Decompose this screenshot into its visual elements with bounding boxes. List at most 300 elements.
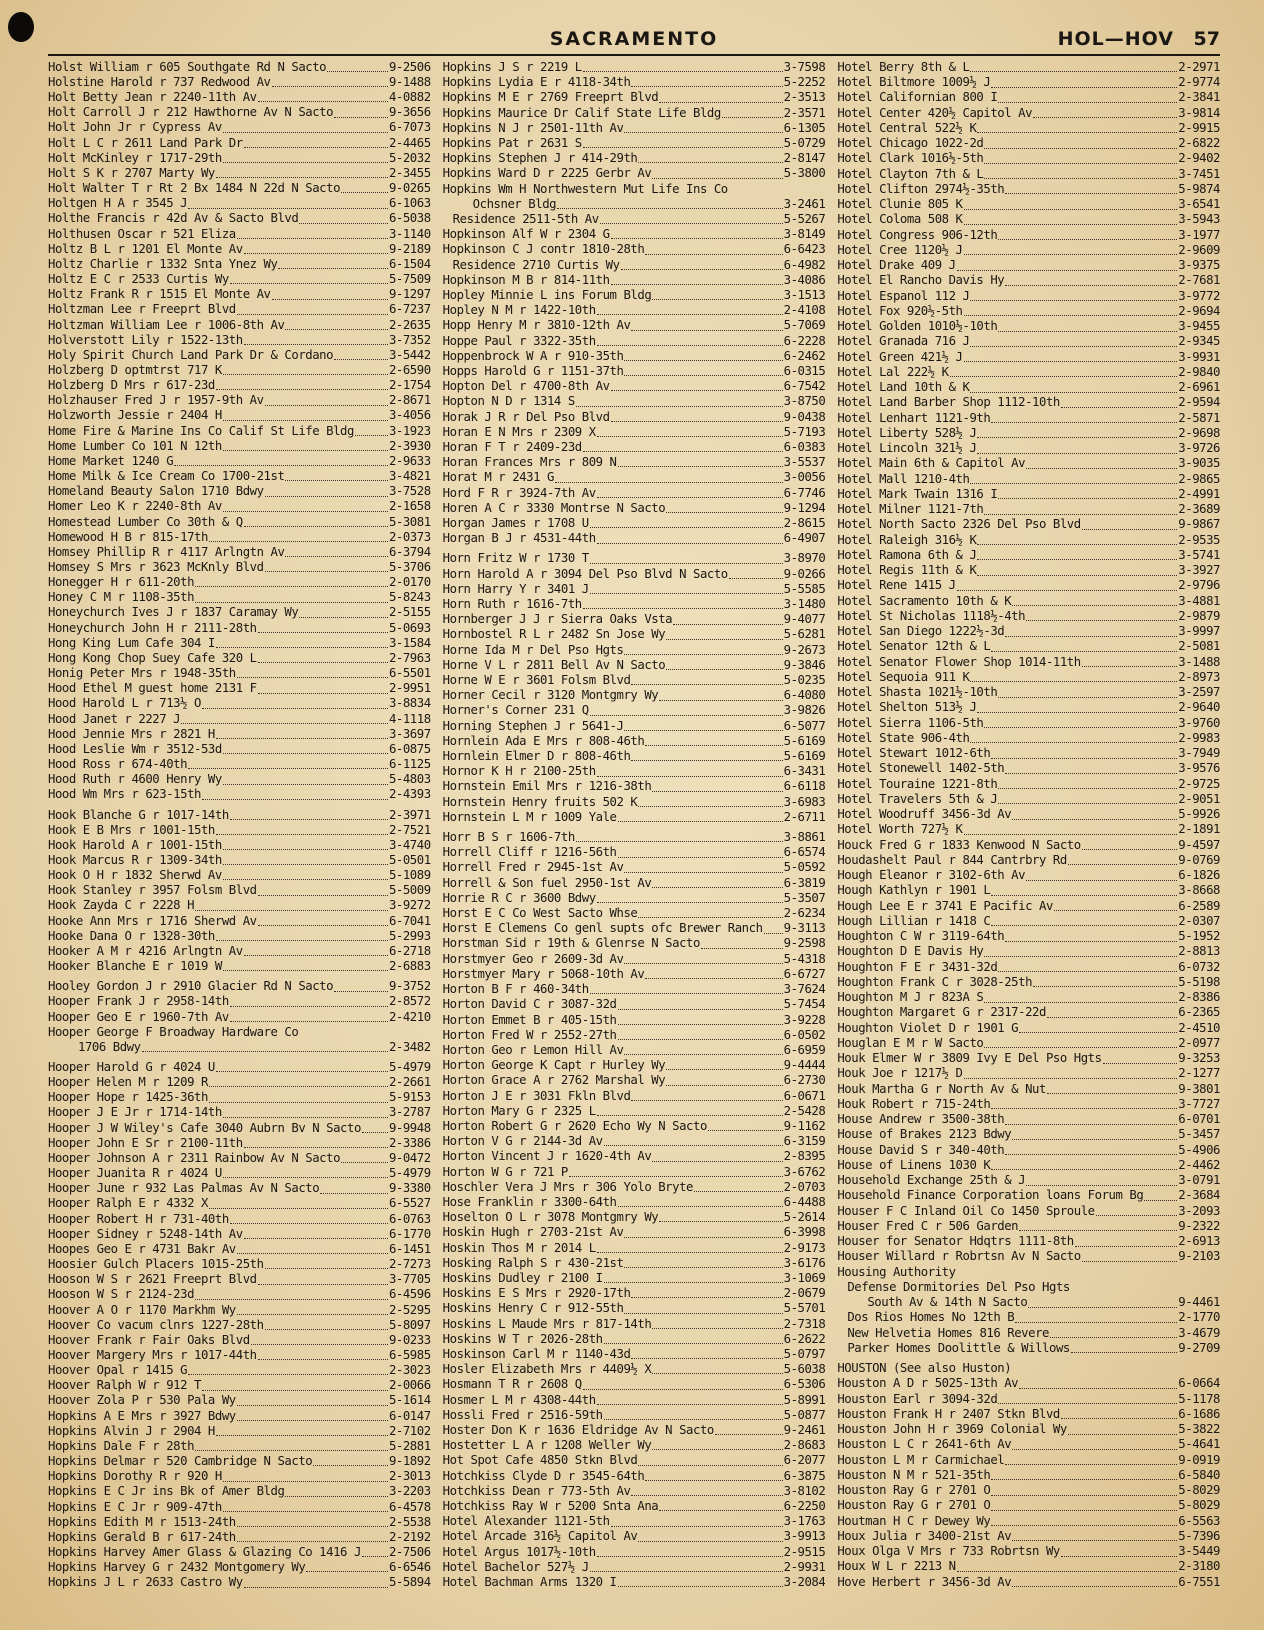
dot-leader xyxy=(555,482,783,483)
directory-entry xyxy=(48,1227,431,1242)
entry-name: Hotel Lal 222½ K xyxy=(837,365,949,379)
directory-entry xyxy=(837,289,1220,304)
phone-number: 2-0066 xyxy=(388,1378,431,1393)
dot-leader xyxy=(202,1390,388,1391)
dot-leader xyxy=(1144,1200,1177,1201)
dot-leader xyxy=(188,1374,388,1375)
dot-leader xyxy=(624,730,782,731)
directory-entry xyxy=(837,746,1220,761)
entry-name: Hooke Dana O r 1328-30th xyxy=(48,928,215,943)
dot-leader xyxy=(666,1085,782,1086)
dot-leader xyxy=(970,392,1177,393)
phone-number: 2-3684 xyxy=(1178,1188,1221,1203)
directory-entry xyxy=(443,75,826,90)
phone-number: 9-0438 xyxy=(783,409,826,424)
dot-leader xyxy=(991,1525,1177,1526)
directory-entry xyxy=(48,409,431,424)
dot-leader xyxy=(334,359,388,360)
dot-leader xyxy=(1082,1261,1178,1262)
entry-name: South Av & 14th N Sacto xyxy=(867,1295,1028,1310)
directory-entry xyxy=(837,1265,1220,1280)
dot-leader xyxy=(652,1449,782,1450)
entry-name: Hotel Stewart 1012-6th xyxy=(837,746,991,761)
entry-name: Hotel North Sacto 2326 Del Pso Blvd xyxy=(837,517,1081,532)
dot-leader xyxy=(278,268,387,269)
entry-name: Horton Grace A r 2762 Marshal Wy xyxy=(442,1073,666,1088)
directory-entry xyxy=(48,90,431,105)
directory-entry xyxy=(48,1394,431,1409)
entry-name: Horrell Cliff r 1216-56th xyxy=(442,845,617,860)
entry-name: Hosmer L M r 4308-44th xyxy=(442,1392,596,1407)
directory-entry xyxy=(837,1234,1220,1249)
directory-entry xyxy=(48,1166,431,1181)
directory-entry xyxy=(443,1453,826,1468)
dot-leader xyxy=(1005,636,1177,637)
entry-name: Houghton D E Davis Hy xyxy=(837,944,984,959)
dot-leader xyxy=(638,917,782,918)
directory-entry xyxy=(837,823,1220,838)
dot-leader xyxy=(223,970,388,971)
directory-entry xyxy=(443,719,826,734)
dot-leader xyxy=(258,693,388,694)
directory-entry xyxy=(837,1514,1220,1529)
phone-number: 2-8386 xyxy=(1178,990,1221,1005)
directory-entry xyxy=(837,975,1220,990)
directory-entry xyxy=(48,1075,431,1090)
phone-number: 6-7551 xyxy=(1178,1574,1221,1589)
phone-number: 6-0383 xyxy=(783,440,826,454)
phone-number: 6-6118 xyxy=(783,779,826,794)
phone-number: 5-6169 xyxy=(783,749,826,764)
dot-leader xyxy=(174,465,388,466)
dot-leader xyxy=(320,1193,388,1194)
dot-leader xyxy=(1071,1352,1177,1353)
phone-number: 3-6983 xyxy=(783,794,826,809)
dot-leader xyxy=(230,1006,388,1007)
entry-name: Houghton Frank C r 3028-25th xyxy=(837,975,1033,989)
dot-leader xyxy=(237,1420,388,1421)
dot-leader xyxy=(618,1586,783,1587)
entry-name: Hopkins Ward D r 2225 Gerbr Av xyxy=(442,166,652,181)
phone-number: 3-6176 xyxy=(783,1255,826,1270)
phone-number: 2-3571 xyxy=(783,105,826,120)
phone-number: 6-0732 xyxy=(1178,959,1221,974)
dot-leader xyxy=(1019,1388,1177,1389)
entry-name: 1706 Bdwy xyxy=(78,1040,141,1054)
directory-entry xyxy=(837,380,1220,395)
phone-number: 6-4907 xyxy=(783,531,826,546)
phone-number: 6-7041 xyxy=(388,913,431,928)
phone-number: 2-5428 xyxy=(783,1103,826,1118)
dot-leader xyxy=(998,102,1177,103)
directory-entry xyxy=(443,795,826,810)
directory-entry xyxy=(837,213,1220,228)
entry-name: Holt Betty Jean r 2240-11th Av xyxy=(48,90,257,105)
entry-name: Houston Frank H r 2407 Stkn Blvd xyxy=(837,1407,1060,1421)
entry-name: Hornstein Emil Mrs r 1216-38th xyxy=(442,779,652,794)
dot-leader xyxy=(998,498,1177,499)
directory-entry xyxy=(837,197,1220,212)
dot-leader xyxy=(272,299,388,300)
entry-name: Holtz Frank R r 1515 El Monte Av xyxy=(48,287,271,302)
dot-leader xyxy=(1033,986,1177,987)
dot-leader xyxy=(1082,849,1178,850)
phone-number: 2-0703 xyxy=(783,1179,826,1194)
directory-entry xyxy=(443,1408,826,1423)
phone-number: 9-3253 xyxy=(1178,1051,1221,1066)
phone-number: 2-6590 xyxy=(388,363,431,377)
entry-name: Homeland Beauty Salon 1710 Bdwy xyxy=(48,484,264,499)
phone-number: 5-6038 xyxy=(783,1362,826,1377)
phone-number: 2-6913 xyxy=(1178,1234,1221,1249)
dot-leader xyxy=(618,466,783,467)
dot-leader xyxy=(957,270,1178,271)
dot-leader xyxy=(362,1556,388,1557)
directory-entry xyxy=(837,990,1220,1005)
dot-leader xyxy=(299,617,388,618)
page-number: 57 xyxy=(1193,28,1220,50)
directory-entry xyxy=(443,334,826,349)
dot-leader xyxy=(258,662,388,663)
dot-leader xyxy=(327,71,388,72)
entry-name: Hood Wm Mrs r 623-15th xyxy=(48,787,201,802)
entry-name: Horgan James r 1708 U xyxy=(442,516,589,530)
phone-number: 2-9983 xyxy=(1178,731,1221,745)
entry-name: Hough Lee E r 3741 E Pacific Av xyxy=(837,898,1053,913)
phone-number: 3-5442 xyxy=(388,347,431,362)
entry-name: Horning Stephen J r 5641-J xyxy=(442,718,624,733)
phone-number: 2-8671 xyxy=(388,393,431,408)
phone-number: 6-7746 xyxy=(783,485,826,500)
entry-name: Houck Fred G r 1833 Kenwood N Sacto xyxy=(837,837,1081,852)
phone-number: 2-0679 xyxy=(783,1286,826,1301)
directory-entry xyxy=(48,1090,431,1105)
dot-leader xyxy=(142,1051,388,1052)
phone-number: 5-0235 xyxy=(783,673,826,688)
dot-leader xyxy=(583,608,783,609)
directory-entry xyxy=(48,853,431,868)
phone-number: 2-1277 xyxy=(1178,1066,1221,1081)
entry-name: Hotel Clunie 805 K xyxy=(837,197,963,212)
phone-number: 6-4488 xyxy=(783,1195,826,1209)
entry-name: Hopkins Gerald B r 617-24th xyxy=(48,1530,236,1544)
entry-name: Horne W E r 3601 Folsm Blvd xyxy=(442,673,631,688)
dot-leader xyxy=(597,1556,783,1557)
dot-leader xyxy=(1061,1556,1177,1557)
directory-entry xyxy=(48,348,431,363)
entry-name: Hotel Granada 716 J xyxy=(837,334,970,349)
directory-entry xyxy=(443,1530,826,1545)
dot-leader xyxy=(604,1282,783,1283)
phone-number: 2-9345 xyxy=(1178,334,1221,349)
entry-name: Houglan E M r W Sacto xyxy=(837,1036,984,1050)
entry-name: Hotel Land Barber Shop 1112-10th xyxy=(837,395,1060,410)
directory-entry xyxy=(837,777,1220,792)
entry-name: Hooson W S r 2621 Freeprt Blvd xyxy=(48,1272,257,1287)
directory-entry xyxy=(48,1424,431,1439)
dot-leader xyxy=(583,1389,783,1390)
directory-entry xyxy=(837,182,1220,197)
phone-number: 2-4462 xyxy=(1178,1158,1221,1172)
dot-leader xyxy=(597,1115,783,1116)
entry-name: Hough Kathlyn r 1901 L xyxy=(837,883,991,898)
dot-leader xyxy=(998,697,1177,698)
phone-number: 6-0315 xyxy=(783,364,826,378)
entry-name: Holtz E C r 2533 Curtis Wy xyxy=(48,272,229,287)
phone-number: 6-2730 xyxy=(783,1073,826,1088)
directory-entry xyxy=(48,212,431,227)
entry-name: Hotel Mall 1210-4th xyxy=(837,471,970,486)
phone-number: 6-2462 xyxy=(783,348,826,363)
directory-entry xyxy=(48,823,431,838)
entry-name: Hotel Sequoia 911 K xyxy=(837,670,970,684)
phone-number: 5-3507 xyxy=(783,890,826,905)
dot-leader xyxy=(237,314,388,315)
dot-leader xyxy=(1015,1322,1177,1323)
dot-leader xyxy=(583,147,783,148)
entry-name: Hotel Ramona 6th & J xyxy=(837,548,977,562)
phone-number: 3-1480 xyxy=(783,597,826,612)
dot-leader xyxy=(597,497,783,498)
dot-leader xyxy=(590,993,783,994)
dot-leader xyxy=(604,1145,783,1146)
directory-entry xyxy=(837,1499,1220,1514)
directory-entry xyxy=(48,1272,431,1287)
dot-leader xyxy=(195,1299,388,1300)
directory-entry xyxy=(48,500,431,515)
phone-number: 2-3023 xyxy=(388,1363,431,1378)
dot-leader xyxy=(1005,941,1177,942)
dot-leader xyxy=(195,602,388,603)
dot-leader xyxy=(652,1373,782,1374)
directory-entry xyxy=(837,457,1220,472)
directory-entry xyxy=(443,288,826,303)
entry-name: Hopley N M r 1422-10th xyxy=(442,303,596,318)
directory-entry xyxy=(837,1036,1220,1051)
entry-name: Houser F C Inland Oil Co 1450 Sproule xyxy=(837,1203,1095,1218)
entry-name: Hopkins E C Jr r 909-47th xyxy=(48,1499,222,1514)
directory-entry xyxy=(48,303,431,318)
directory-entry xyxy=(443,410,826,425)
phone-number: 6-0763 xyxy=(388,1211,431,1226)
dot-leader xyxy=(673,624,782,625)
dot-leader xyxy=(624,1313,782,1314)
dot-leader xyxy=(244,955,388,956)
directory-entry xyxy=(443,567,826,582)
directory-entry xyxy=(443,1165,826,1180)
dot-leader xyxy=(216,1435,388,1436)
dot-leader xyxy=(557,208,782,209)
directory-entry xyxy=(837,426,1220,441)
phone-number: 2-9402 xyxy=(1178,151,1221,166)
phone-number: 6-3819 xyxy=(783,875,826,890)
phone-number: 5-3706 xyxy=(388,560,431,575)
entry-name: Hood Jennie Mrs r 2821 H xyxy=(48,726,215,741)
dot-leader xyxy=(659,1510,782,1511)
phone-number: 5-3081 xyxy=(388,514,431,529)
entry-name: Hooson W S r 2124-23d xyxy=(48,1287,195,1302)
entry-name: Houston Ray G r 2701 O xyxy=(837,1498,991,1513)
phone-number: 5-1952 xyxy=(1178,929,1221,944)
dot-leader xyxy=(195,910,388,911)
dot-leader xyxy=(244,1147,388,1148)
phone-number: 2-7273 xyxy=(388,1257,431,1272)
entry-name: Hopkins N J r 2501-11th Av xyxy=(442,120,624,135)
phone-number: 3-2461 xyxy=(783,196,826,211)
entry-name: Horn Ruth r 1616-7th xyxy=(442,597,582,612)
entry-name: House David S r 340-40th xyxy=(837,1142,1005,1157)
dot-leader xyxy=(244,147,388,148)
dot-leader xyxy=(251,1344,388,1345)
directory-entry xyxy=(48,333,431,348)
entry-name: Hotel Raleigh 316½ K xyxy=(837,532,977,547)
entry-name: Hornlein Ada E Mrs r 808-46th xyxy=(442,733,645,748)
dot-leader xyxy=(621,269,783,270)
entry-name: Hopkins M E r 2769 Freeprt Blvd xyxy=(442,90,659,105)
directory-entry xyxy=(837,548,1220,563)
entry-name: Hotel Californian 800 I xyxy=(837,90,998,105)
entry-name: Hotel Travelers 5th & J xyxy=(837,792,998,806)
directory-entry xyxy=(837,518,1220,533)
entry-name: Hotel Biltmore 1009½ J xyxy=(837,75,991,90)
directory-entry xyxy=(443,906,826,921)
phone-number: 6-0147 xyxy=(388,1408,431,1423)
entry-name: Hoskins E S Mrs r 2920-17th xyxy=(442,1286,631,1301)
phone-number: 5-5198 xyxy=(1178,975,1221,989)
phone-number: 3-4086 xyxy=(783,272,826,287)
entry-name: Hopkins Maurice Dr Calif State Life Bldg xyxy=(442,105,721,120)
entry-name: Hoover Zola P r 530 Pala Wy xyxy=(48,1393,236,1408)
entry-name: Hoover Frank r Fair Oaks Blvd xyxy=(48,1332,250,1347)
directory-entry xyxy=(443,704,826,719)
dot-leader xyxy=(984,178,1177,179)
phone-number: 5-5894 xyxy=(388,1575,431,1590)
directory-entry xyxy=(48,318,431,333)
directory-entry xyxy=(837,1219,1220,1234)
phone-number: 2-7521 xyxy=(388,822,431,837)
phone-number: 3-1763 xyxy=(783,1514,826,1529)
dot-leader xyxy=(722,117,783,118)
phone-number: 6-7542 xyxy=(783,379,826,394)
entry-name: Hopton N D r 1314 S xyxy=(442,394,575,409)
dot-leader xyxy=(715,1434,783,1435)
dot-leader xyxy=(991,651,1177,652)
entry-name: Holtz Charlie r 1332 Snta Ynez Wy xyxy=(48,257,278,271)
phone-number: 6-3998 xyxy=(783,1225,826,1240)
entry-name: Horn Fritz W r 1730 T xyxy=(442,551,589,566)
entry-name: Hooper Helen M r 1209 R xyxy=(48,1075,208,1090)
entry-name: Holtzman William Lee r 1006-8th Av xyxy=(48,317,285,332)
directory-entry xyxy=(48,712,431,727)
directory-entry xyxy=(443,1028,826,1043)
dot-leader xyxy=(1005,1154,1177,1155)
phone-number: 3-7624 xyxy=(783,982,826,997)
phone-number: 5-7396 xyxy=(1178,1529,1221,1543)
directory-entry xyxy=(48,136,431,151)
dot-leader xyxy=(631,330,782,331)
phone-number: 6-6423 xyxy=(783,242,826,257)
phone-number: 5-0592 xyxy=(783,860,826,875)
dot-leader xyxy=(652,887,782,888)
dot-leader xyxy=(334,117,388,118)
phone-number: 3-3697 xyxy=(388,726,431,741)
entry-name: Homsey S Mrs r 3623 McKnly Blvd xyxy=(48,560,264,575)
phone-number: 5-2614 xyxy=(783,1210,826,1225)
dot-leader xyxy=(1019,1230,1177,1231)
phone-number: 2-3930 xyxy=(388,438,431,453)
header-name-range: HOL—HOV xyxy=(1057,28,1174,50)
phone-number: 5-4979 xyxy=(388,1166,431,1181)
dot-leader xyxy=(209,541,388,542)
directory-entry xyxy=(443,394,826,409)
directory-entry xyxy=(837,350,1220,365)
entry-name: Hossli Fred r 2516-59th xyxy=(442,1407,603,1422)
entry-name: Hoppe Paul r 3322-35th xyxy=(442,333,596,348)
directory-entry xyxy=(48,560,431,575)
entry-name: Holt John Jr r Cypress Av xyxy=(48,120,222,135)
directory-entry xyxy=(48,75,431,90)
directory-entry xyxy=(837,1529,1220,1544)
directory-entry xyxy=(443,1514,826,1529)
dot-leader xyxy=(964,224,1178,225)
entry-name: Houk Robert r 715-24th xyxy=(837,1097,991,1111)
directory-entry xyxy=(443,658,826,673)
dot-leader xyxy=(195,1450,388,1451)
dot-leader xyxy=(618,857,783,858)
entry-name: Hoselton O L r 3078 Montgmry Wy xyxy=(442,1210,659,1225)
directory-entry xyxy=(48,105,431,120)
directory-entry xyxy=(443,1438,826,1453)
directory-entry xyxy=(443,830,826,845)
entry-name: Hoover A O r 1170 Markhm Wy xyxy=(48,1302,236,1317)
dot-leader xyxy=(230,1223,388,1224)
directory-entry xyxy=(48,530,431,545)
dot-leader xyxy=(631,1100,782,1101)
dot-leader xyxy=(638,162,782,163)
dot-leader xyxy=(1028,1307,1177,1308)
dot-leader xyxy=(659,700,782,701)
entry-name: Hoster Don K r 1636 Eldridge Av N Sacto xyxy=(442,1423,714,1437)
phone-number: 6-3794 xyxy=(388,545,431,559)
phone-number: 3-8970 xyxy=(783,551,826,566)
directory-entry xyxy=(443,501,826,516)
dot-leader xyxy=(223,420,388,421)
entry-name: Horton Mary G r 2325 L xyxy=(442,1103,596,1118)
directory-entry xyxy=(443,1499,826,1514)
entry-name: Horton Vincent J r 1620-4th Av xyxy=(442,1149,652,1164)
phone-number: 3-1923 xyxy=(388,423,431,438)
directory-entry xyxy=(837,335,1220,350)
dot-leader xyxy=(977,453,1177,454)
phone-number: 6-6959 xyxy=(783,1043,826,1057)
dot-leader xyxy=(618,1009,783,1010)
dot-leader xyxy=(970,681,1177,682)
phone-number: 5-9874 xyxy=(1178,182,1221,196)
directory-entry xyxy=(48,590,431,605)
dot-leader xyxy=(1005,193,1177,194)
dot-leader xyxy=(604,1343,783,1344)
phone-number: 6-2250 xyxy=(783,1499,826,1513)
directory-entry xyxy=(443,486,826,501)
dot-leader xyxy=(977,437,1177,438)
phone-number: 6-1826 xyxy=(1178,868,1221,883)
directory-entry xyxy=(48,121,431,136)
directory-entry xyxy=(443,273,826,288)
directory-entry xyxy=(48,651,431,666)
phone-number: 5-0693 xyxy=(388,620,431,635)
entry-name: Hopkins Dale F r 28th xyxy=(48,1439,195,1453)
phone-number: 6-1063 xyxy=(388,196,431,211)
